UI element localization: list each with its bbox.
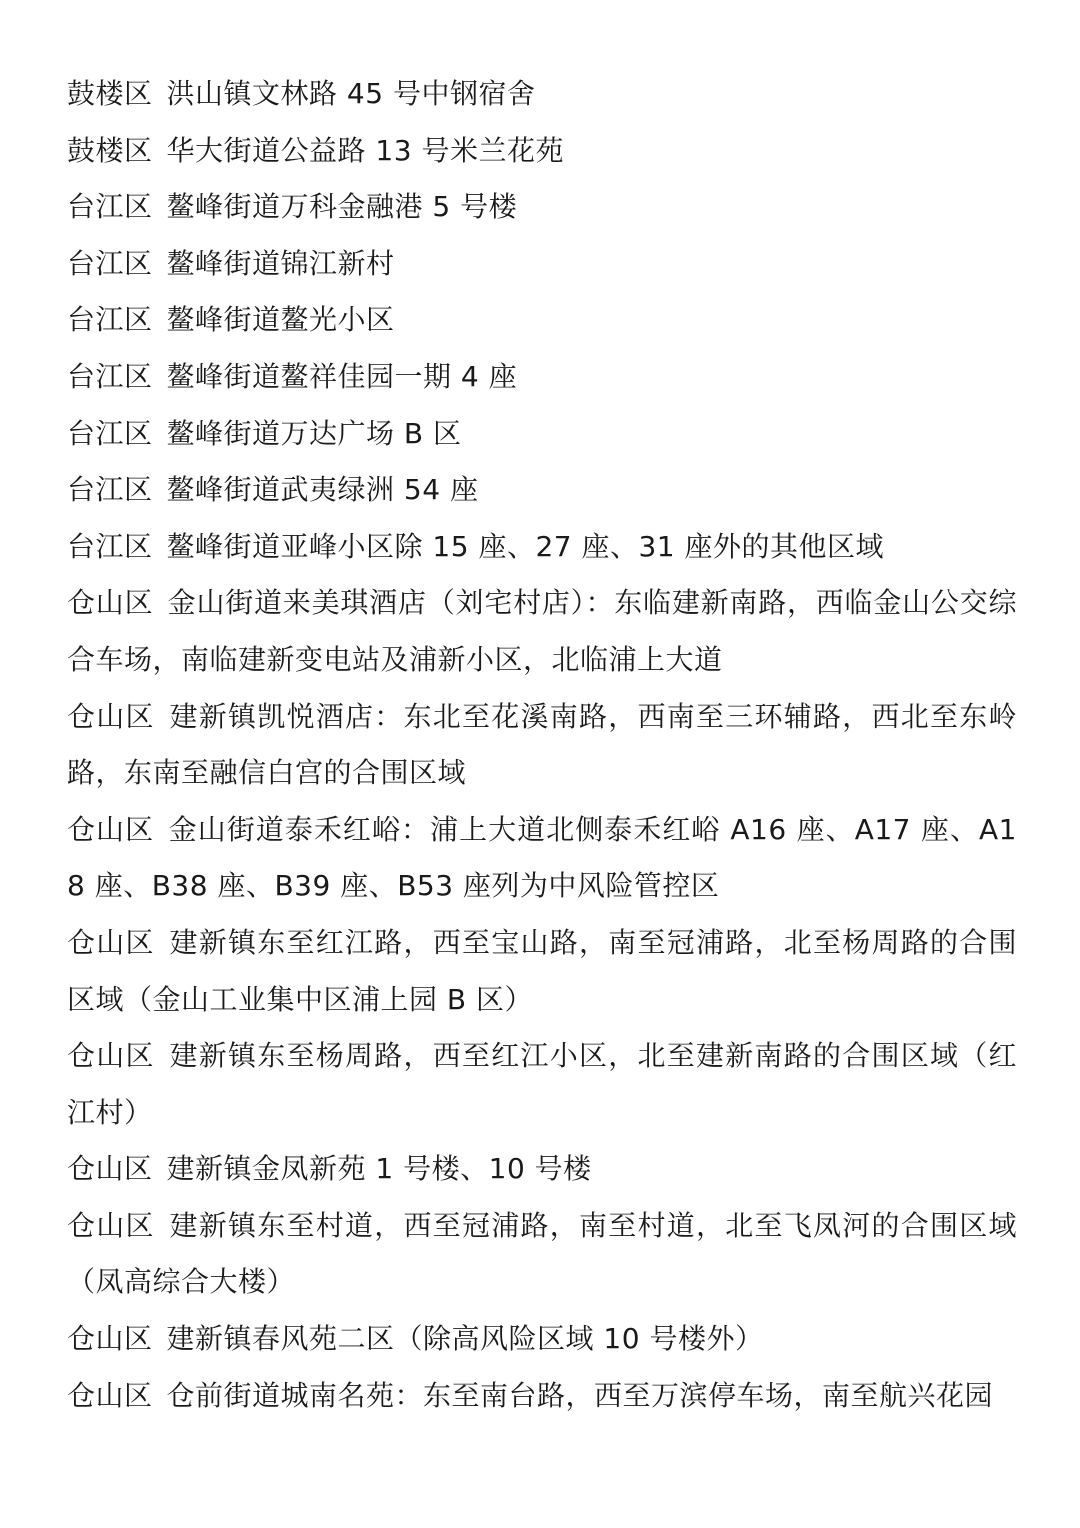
area-detail: 鳌峰街道鳌光小区: [166, 303, 395, 337]
district-name: 仓山区: [67, 1208, 155, 1242]
list-item: [67, 349, 1017, 406]
district-name: 鼓楼区: [67, 77, 153, 110]
district-name: 仓山区: [67, 1039, 155, 1073]
area-detail: 华大街道公益路 13 号米兰花苑: [166, 133, 564, 167]
list-item: [67, 519, 1017, 576]
district-name: 台江区: [67, 190, 153, 224]
list-item: [67, 1141, 1017, 1198]
area-detail: 建新镇金凤新苑 1 号楼、10 号楼: [166, 1152, 592, 1186]
area-detail: 金山街道来美琪酒店（刘宅村店）：东临建新南路，西临金山公交综合车场，南临建新变电站及浦新小区，北临浦上大道: [67, 586, 1017, 676]
district-name: 台江区: [67, 416, 153, 450]
list-item: [67, 406, 1017, 463]
district-name: 仓山区: [67, 699, 155, 733]
area-detail: 洪山镇文林路 45 号中钢宿舍: [166, 77, 536, 110]
list-item: [67, 123, 1017, 180]
list-item: [67, 1368, 1017, 1425]
district-name: 台江区: [67, 303, 153, 337]
district-name: 台江区: [67, 529, 153, 563]
district-name: 台江区: [67, 246, 153, 280]
area-detail: 鳌峰街道万科金融港 5 号楼: [166, 190, 518, 224]
list-item: [67, 1311, 1017, 1368]
area-detail: 鳌峰街道鳌祥佳园一期 4 座: [166, 359, 518, 393]
district-name: 仓山区: [67, 586, 154, 620]
list-item: [67, 292, 1017, 349]
list-item: [67, 1198, 1017, 1311]
list-item: [67, 575, 1017, 688]
area-detail: 建新镇春风苑二区（除高风险区域 10 号楼外）: [166, 1322, 764, 1356]
list-item: [67, 689, 1017, 802]
list-item: [67, 802, 1017, 915]
district-name: 鼓楼区: [67, 133, 153, 167]
area-detail: 鳌峰街道武夷绿洲 54 座: [166, 473, 479, 507]
list-item: [67, 462, 1017, 519]
district-name: 仓山区: [67, 1378, 153, 1412]
area-detail: 金山街道泰禾红峪：浦上大道北侧泰禾红峪 A16 座、A17 座、A18 座、B38 座、B39 座、B53 座列为中风险管控区: [67, 812, 1017, 903]
list-item: [67, 66, 1017, 123]
risk-area-list: [67, 66, 1017, 1424]
district-name: 仓山区: [67, 1322, 153, 1356]
area-detail: 建新镇东至红江路，西至宝山路，南至冠浦路，北至杨周路的合围区域（金山工业集中区浦上园 B 区）: [67, 925, 1017, 1016]
district-name: 仓山区: [67, 925, 155, 959]
area-detail: 鳌峰街道锦江新村: [166, 246, 395, 280]
list-item: [67, 179, 1017, 236]
list-item: [67, 236, 1017, 293]
area-detail: 建新镇东至杨周路，西至红江小区，北至建新南路的合围区域（红江村）: [67, 1039, 1017, 1129]
area-detail: 鳌峰街道亚峰小区除 15 座、27 座、31 座外的其他区域: [166, 529, 885, 563]
area-detail: 建新镇东至村道，西至冠浦路，南至村道，北至飞凤河的合围区域（凤高综合大楼）: [67, 1208, 1017, 1299]
area-detail: 仓前街道城南名苑：东至南台路，西至万滨停车场，南至航兴花园: [166, 1378, 994, 1412]
district-name: 仓山区: [67, 1152, 153, 1186]
list-item: [67, 915, 1017, 1028]
list-item: [67, 1028, 1017, 1141]
district-name: 台江区: [67, 359, 153, 393]
area-detail: 建新镇凯悦酒店：东北至花溪南路，西南至三环辅路，西北至东岭路，东南至融信白宫的合围区域: [67, 699, 1017, 790]
area-detail: 鳌峰街道万达广场 B 区: [166, 416, 462, 450]
district-name: 台江区: [67, 473, 153, 507]
district-name: 仓山区: [67, 812, 155, 846]
